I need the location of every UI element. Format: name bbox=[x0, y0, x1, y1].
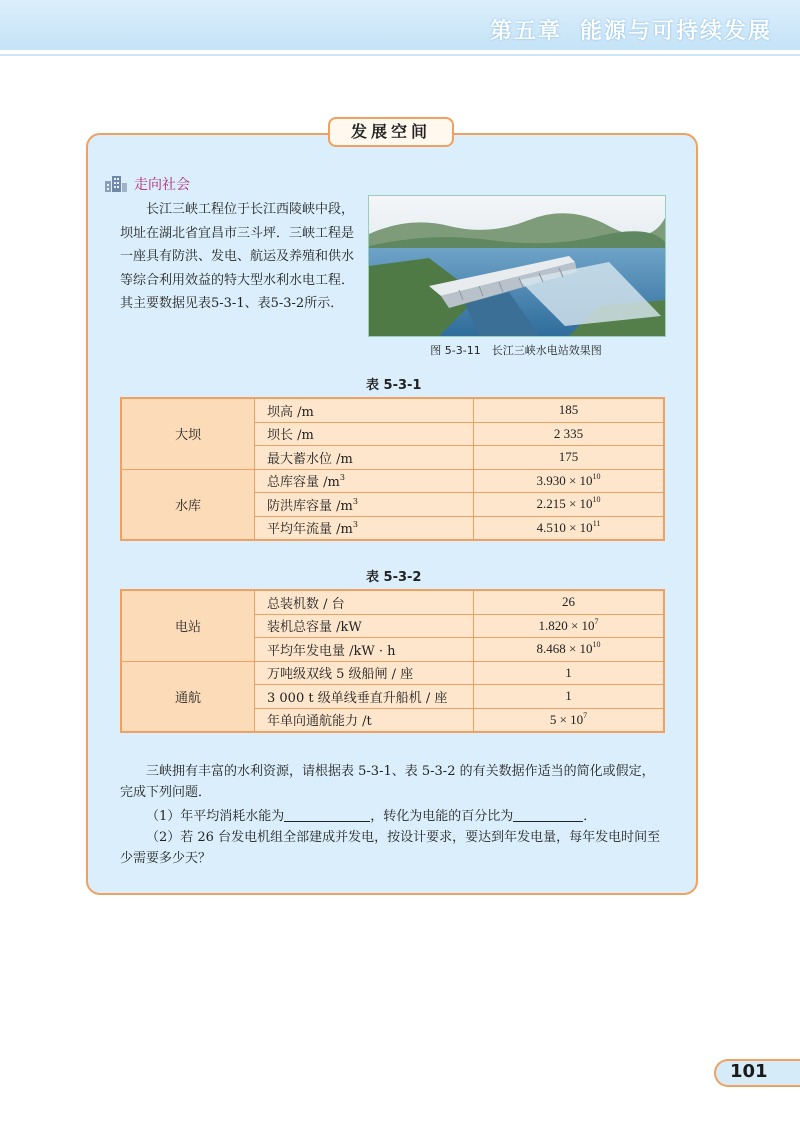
question-lead: 三峡拥有丰富的水利资源，请根据表 5-3-1、表 5-3-2 的有关数据作适当的简化或假定，完成下列问题． bbox=[120, 764, 655, 800]
table2-title: 表 5-3-2 bbox=[366, 570, 422, 585]
value-cell: 185 bbox=[474, 398, 665, 422]
table-row bbox=[121, 469, 664, 493]
item-cell: 装机总容量 /kW bbox=[255, 614, 474, 638]
item-cell: 总装机数 / 台 bbox=[255, 590, 474, 614]
value-cell: $5 \times 10^7$ bbox=[474, 708, 665, 732]
table-row bbox=[121, 590, 664, 614]
table-row bbox=[121, 398, 664, 422]
section-title: 走向社会 bbox=[134, 177, 190, 193]
value-cell: 2 335 bbox=[474, 422, 665, 446]
page-number: 101 bbox=[730, 1061, 768, 1082]
chapter-number: 第五章 bbox=[489, 19, 562, 44]
chapter-title bbox=[490, 14, 772, 45]
value-cell: $4.510 \times 10^{11}$ bbox=[474, 516, 665, 540]
category-cell: 水库 bbox=[121, 469, 255, 540]
item-cell: 3 000 t 级单线垂直升船机 / 座 bbox=[255, 685, 474, 709]
value-cell: 1 bbox=[474, 661, 665, 685]
value-cell: 26 bbox=[474, 590, 665, 614]
chapter-subject: 能源与可持续发展 bbox=[579, 19, 772, 44]
question-2: （2）若 26 台发电机组全部建成并发电，按设计要求，要达到年发电量，每年发电时间至少需要多少天？ bbox=[120, 830, 661, 866]
value-cell: $8.468 \times 10^{10}$ bbox=[474, 638, 665, 662]
answer-blank-1[interactable] bbox=[284, 808, 370, 822]
answer-blank-2[interactable] bbox=[513, 808, 583, 822]
three-gorges-dam-image bbox=[368, 195, 666, 337]
item-cell: 坝长 /m bbox=[255, 422, 474, 446]
item-cell: 平均年发电量 /kW · h bbox=[255, 638, 474, 662]
category-cell: 大坝 bbox=[121, 398, 255, 469]
value-cell: $1.820 \times 10^7$ bbox=[474, 614, 665, 638]
item-cell: 最大蓄水位 /m bbox=[255, 446, 474, 470]
value-cell: 175 bbox=[474, 446, 665, 470]
building-icon bbox=[104, 174, 128, 192]
table-row bbox=[121, 661, 664, 685]
table1-title: 表 5-3-1 bbox=[366, 378, 422, 393]
item-cell: 年单向通航能力 /t bbox=[255, 708, 474, 732]
figure-caption: 图 5-3-11 长江三峡水电站效果图 bbox=[430, 344, 602, 357]
item-cell: 防洪库容量 $/m^3$ bbox=[255, 493, 474, 517]
category-cell: 电站 bbox=[121, 590, 255, 661]
table-5-3-1 bbox=[120, 397, 665, 541]
item-cell: 总库容量 $/m^3$ bbox=[255, 469, 474, 493]
chapter-header bbox=[0, 0, 800, 50]
item-cell: 坝高 /m bbox=[255, 398, 474, 422]
panel-title: 发展空间 bbox=[328, 117, 454, 147]
item-cell: 万吨级双线 5 级船闸 / 座 bbox=[255, 661, 474, 685]
value-cell: 1 bbox=[474, 685, 665, 709]
item-cell: 平均年流量 $/m^3$ bbox=[255, 516, 474, 540]
value-cell: $2.215 \times 10^{10}$ bbox=[474, 493, 665, 517]
table-5-3-2 bbox=[120, 589, 665, 733]
intro-paragraph: 长江三峡工程位于长江西陵峡中段，坝址在湖北省宜昌市三斗坪．三峡工程是一座具有防洪、发电、航运及养殖和供水等综合利用效益的特大型水利水电工程．其主要数据见表5-3-1、表5-3-2所示． bbox=[120, 202, 355, 311]
header-divider bbox=[0, 54, 800, 56]
value-cell: $3.930 \times 10^{10}$ bbox=[474, 469, 665, 493]
category-cell: 通航 bbox=[121, 661, 255, 732]
question-1: （1）年平均消耗水能为 ，转化为电能的百分比为 ． bbox=[146, 809, 597, 824]
